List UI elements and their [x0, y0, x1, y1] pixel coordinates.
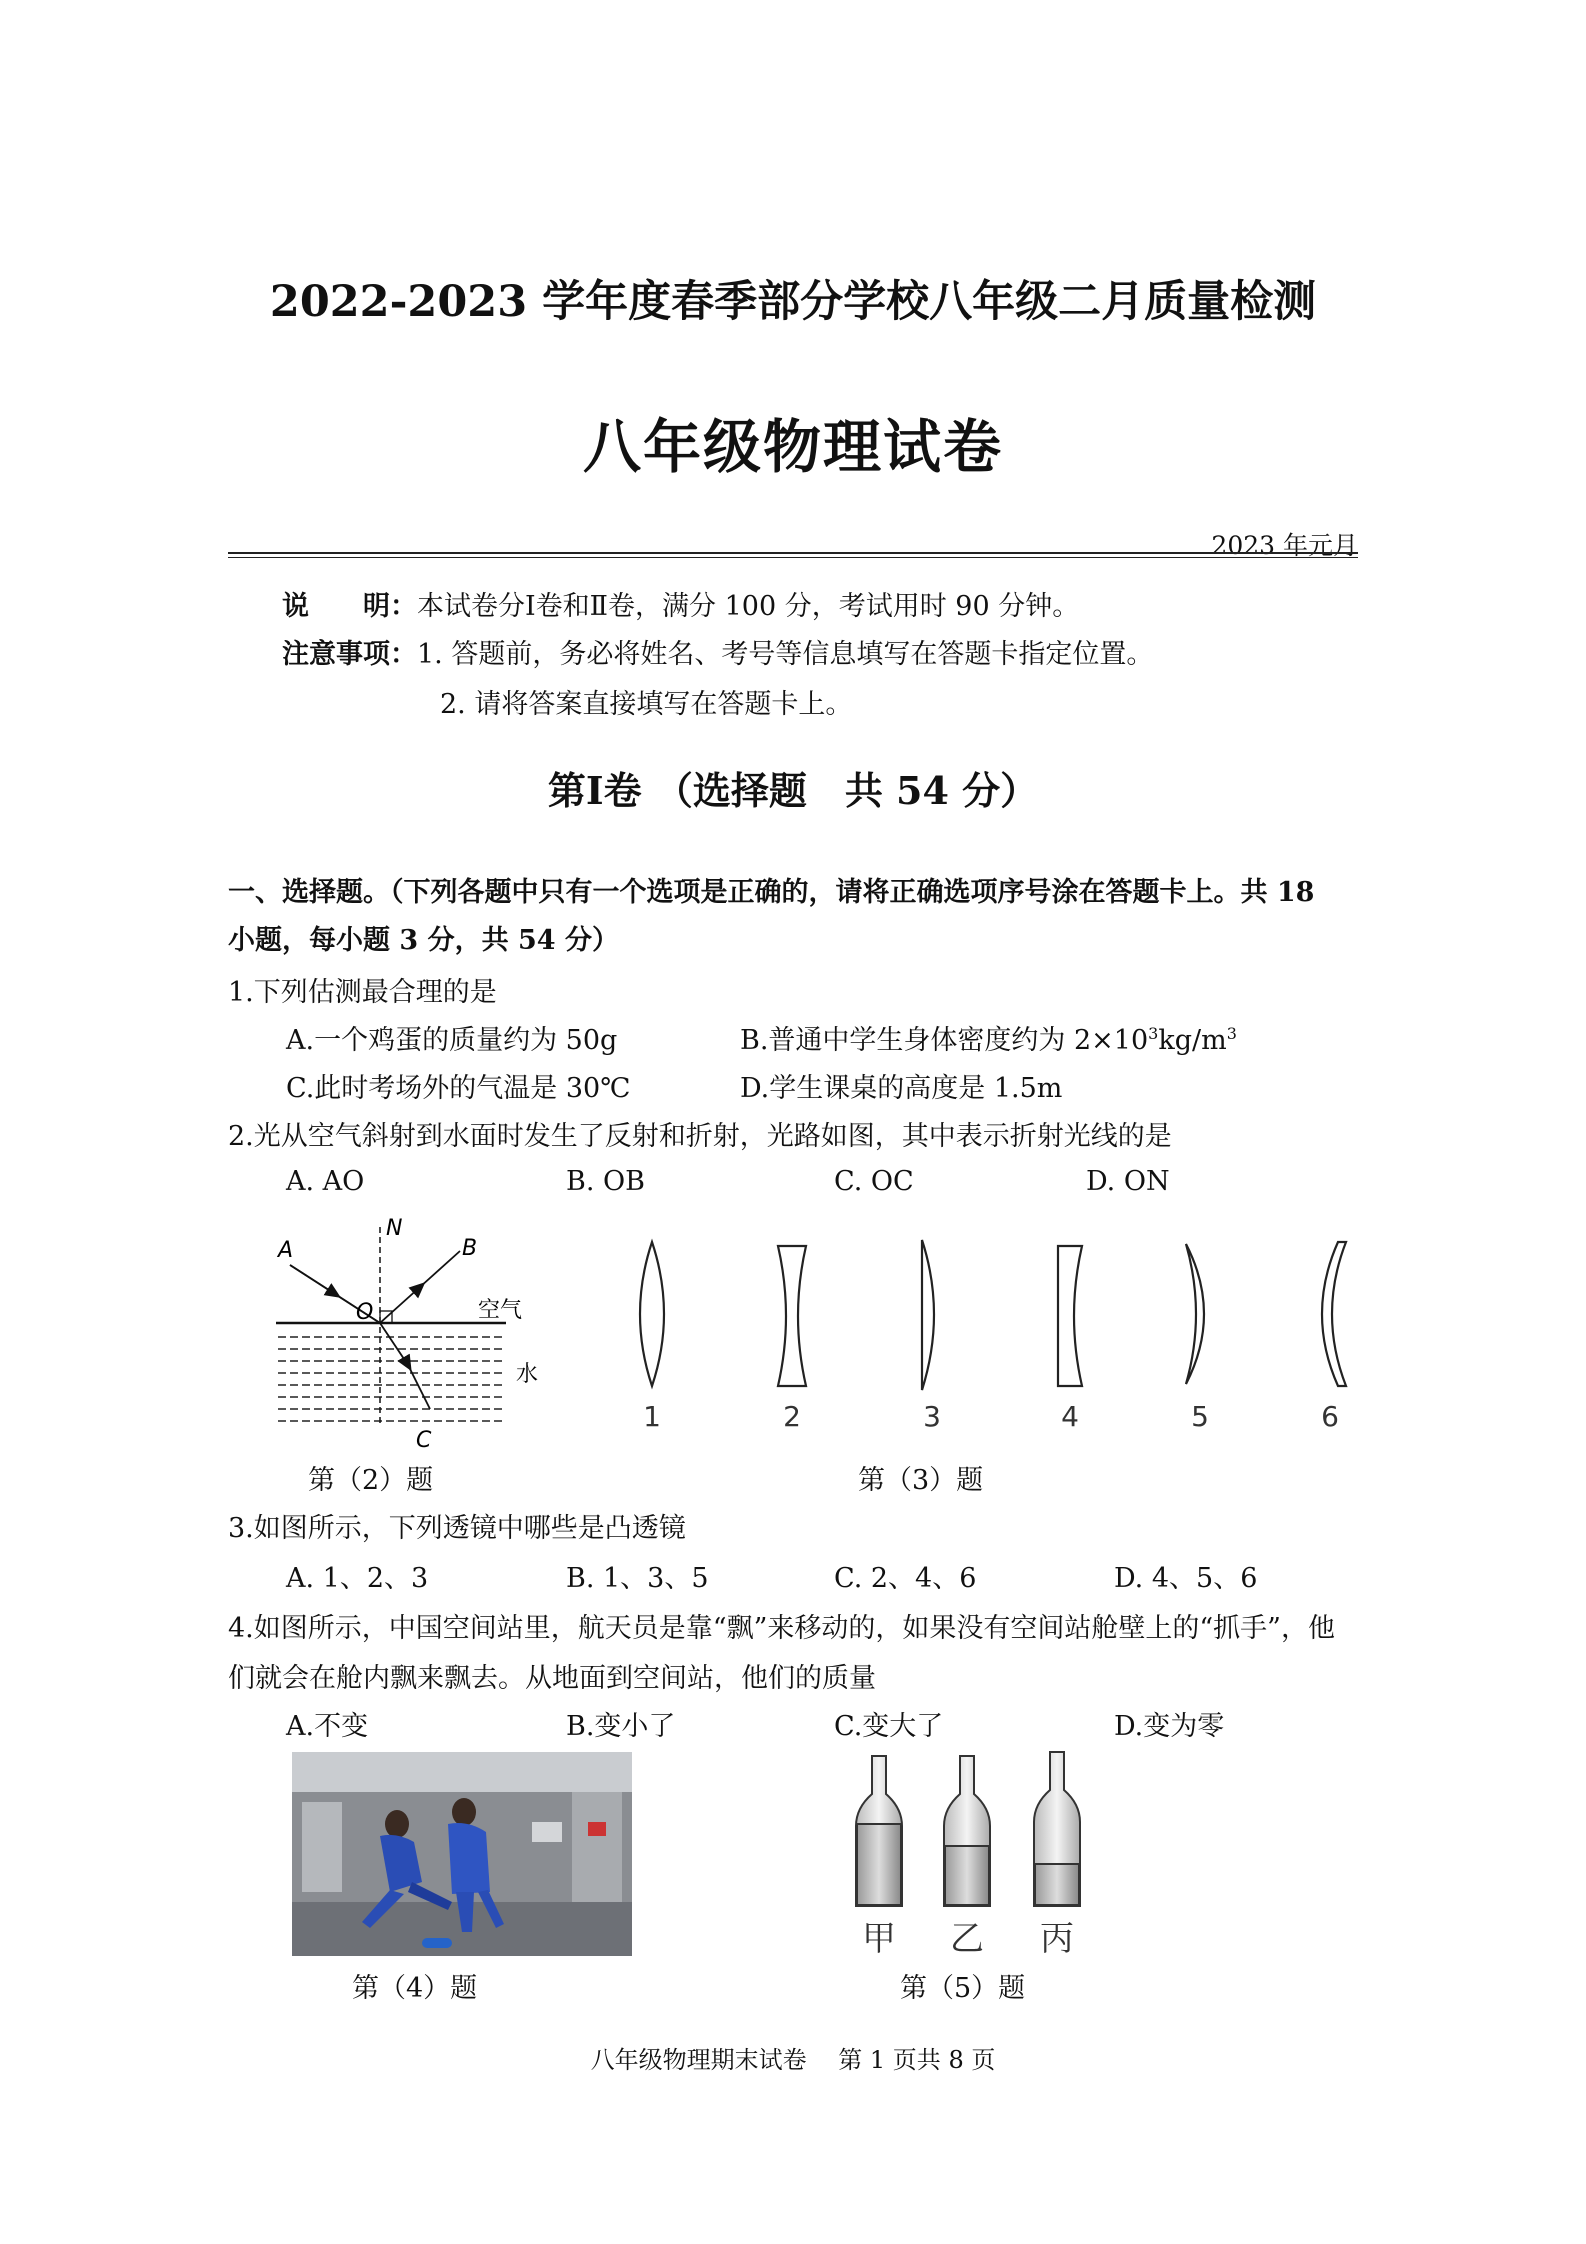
header-rule-thin	[228, 557, 1358, 558]
label-N: N	[386, 1216, 403, 1241]
bottle-yi	[944, 1756, 990, 1906]
q3-figure-caption: 第（3）题	[858, 1465, 984, 1496]
bottle-label-jia: 甲	[862, 1919, 896, 1956]
paper-subtitle: 八年级物理试卷	[582, 413, 1003, 481]
q2-option-d: D. ON	[1086, 1166, 1170, 1197]
q4-stem-line2: 们就会在舱内飘来飘去。从地面到空间站，他们的质量	[228, 1663, 876, 1694]
q2-option-a: A. AO	[286, 1166, 365, 1197]
lens-1	[640, 1242, 664, 1386]
label-C: C	[416, 1428, 432, 1453]
part-instructions-line1: 一、选择题。（下列各题中只有一个选项是正确的，请将正确选项序号涂在答题卡上。共 18	[228, 877, 1315, 908]
label-O: O	[356, 1300, 374, 1325]
desc-label: 说 明：	[282, 591, 417, 622]
lens-4	[1058, 1246, 1082, 1386]
q3-stem: 3.如图所示，下列透镜中哪些是凸透镜	[228, 1513, 686, 1544]
q1-option-b-text: B.普通中学生身体密度约为 2×10	[740, 1025, 1149, 1056]
bottle-label-bing: 丙	[1040, 1919, 1074, 1956]
label-air: 空气	[478, 1298, 523, 1323]
lens-label-1: 1	[643, 1400, 661, 1433]
lens-6	[1322, 1242, 1346, 1386]
desc-text: 本试卷分Ⅰ卷和Ⅱ卷，满分 100 分，考试用时 90 分钟。	[417, 591, 1080, 622]
q1-option-b-unit-exp: 3	[1226, 1024, 1237, 1043]
paper-title: 2022-2023 学年度春季部分学校八年级二月质量检测	[269, 277, 1317, 327]
q5-figure-caption: 第（5）题	[900, 1973, 1026, 2004]
q4-option-c: C.变大了	[834, 1711, 944, 1742]
page-footer: 八年级物理期末试卷 第 1 页共 8 页	[590, 2046, 996, 2074]
bottle-bing	[1034, 1752, 1080, 1906]
exam-date: 2023 年元月	[1211, 531, 1358, 560]
lens-label-2: 2	[783, 1400, 801, 1433]
lens-label-3: 3	[923, 1400, 941, 1433]
label-B: B	[462, 1236, 478, 1261]
q2-option-b: B. OB	[566, 1166, 645, 1197]
lens-diagram	[600, 1232, 1360, 1442]
q4-figure-caption: 第（4）题	[352, 1973, 478, 2004]
q1-stem: 1.下列估测最合理的是	[228, 977, 497, 1008]
section-title: 第Ⅰ卷 （选择题 共 54 分）	[547, 768, 1039, 813]
q4-option-b: B.变小了	[566, 1711, 676, 1742]
note-1: 1. 答题前，务必将姓名、考号等信息填写在答题卡指定位置。	[417, 639, 1154, 670]
q4-option-d: D.变为零	[1114, 1711, 1225, 1742]
bottle-label-yi: 乙	[950, 1919, 984, 1956]
q1-option-b	[740, 1018, 1237, 1057]
q1-option-c: C.此时考场外的气温是 30℃	[286, 1073, 631, 1104]
instructions-notes	[282, 632, 1153, 671]
q4-stem-line1: 4.如图所示，中国空间站里，航天员是靠“飘”来移动的，如果没有空间站舱壁上的“抓手”，他	[228, 1613, 1335, 1644]
q3-option-d: D. 4、5、6	[1114, 1563, 1258, 1594]
q2-stem: 2.光从空气斜射到水面时发生了反射和折射，光路如图，其中表示折射光线的是	[228, 1121, 1172, 1152]
lens-label-4: 4	[1061, 1400, 1079, 1433]
lens-3	[922, 1240, 934, 1390]
bottles-diagram	[850, 1746, 1110, 1956]
q3-option-c: C. 2、4、6	[834, 1563, 977, 1594]
instructions-desc	[282, 584, 1079, 623]
lens-2	[778, 1246, 806, 1386]
notes-label: 注意事项：	[282, 639, 417, 670]
q2-option-c: C. OC	[834, 1166, 914, 1197]
q2-figure-caption: 第（2）题	[308, 1465, 434, 1496]
bottle-jia	[856, 1756, 902, 1906]
part-instructions-line2: 小题，每小题 3 分，共 54 分）	[228, 925, 619, 956]
header-rule	[228, 552, 1358, 554]
lens-label-6: 6	[1321, 1400, 1339, 1433]
note-2: 2. 请将答案直接填写在答题卡上。	[440, 689, 853, 720]
q3-option-b: B. 1、3、5	[566, 1563, 709, 1594]
q1-option-a: A.一个鸡蛋的质量约为 50g	[286, 1025, 618, 1056]
lens-5	[1186, 1244, 1204, 1384]
lens-label-5: 5	[1191, 1400, 1209, 1433]
q4-option-a: A.不变	[286, 1711, 369, 1742]
refraction-diagram	[270, 1215, 570, 1455]
label-water: 水	[516, 1362, 539, 1387]
q1-option-b-exp: 3	[1148, 1024, 1159, 1043]
label-A: A	[278, 1238, 294, 1263]
space-station-photo	[292, 1752, 632, 1956]
q3-option-a: A. 1、2、3	[286, 1563, 429, 1594]
q1-option-d: D.学生课桌的高度是 1.5m	[740, 1073, 1063, 1104]
q1-option-b-unit: kg/m	[1158, 1025, 1227, 1056]
